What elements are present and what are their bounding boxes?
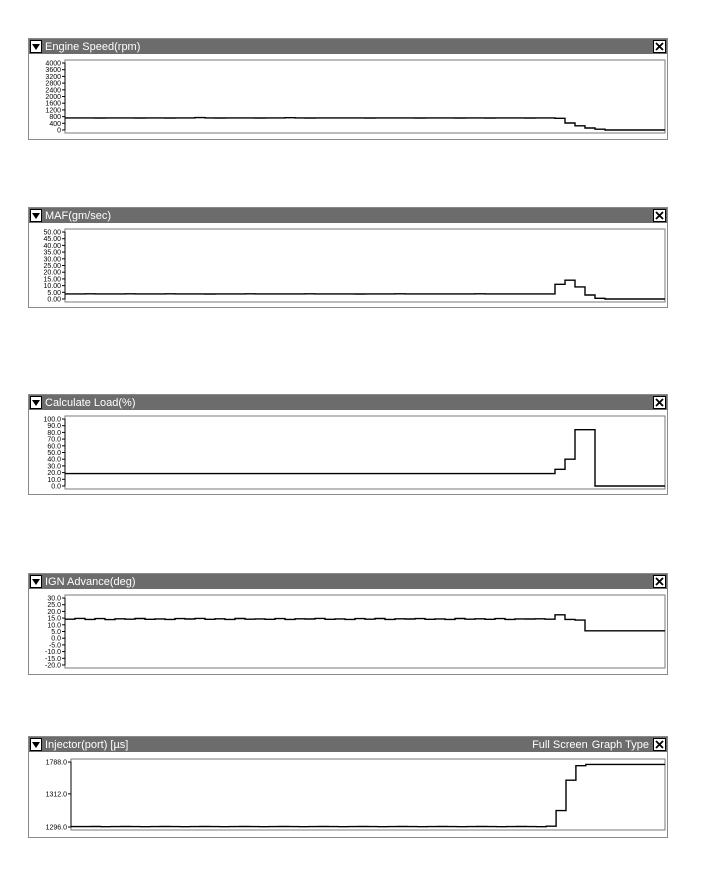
panel-titlebar[interactable] [29,737,667,752]
dropdown-arrow-icon[interactable] [30,396,42,409]
y-tick-label: 30.0 [47,595,61,603]
injector-plot [29,752,667,837]
y-tick-label: 25.0 [47,602,61,610]
y-tick-label: 15.0 [47,615,61,623]
panel-titlebar[interactable] [29,574,667,589]
panel-titlebar[interactable] [29,39,667,54]
y-tick-label: 5.0 [51,629,61,636]
dropdown-arrow-icon[interactable] [30,40,42,53]
engine-speed-plot [29,54,667,139]
y-tick-label: 45.00 [43,236,61,244]
y-tick-label: 10.0 [47,622,61,630]
injector-chart [29,752,667,837]
calculate-load-panel [28,394,668,495]
maf-chart [29,223,667,307]
close-icon[interactable] [653,575,666,588]
injector-panel [28,736,668,838]
y-tick-label: 1600 [45,100,61,108]
panel-title: MAF(gm/sec) [45,209,111,222]
y-tick-label: 1788.0 [45,759,67,767]
panel-titlebar[interactable] [29,208,667,223]
y-tick-label: 1312.0 [45,791,67,799]
y-tick-label: 1200 [45,107,61,115]
maf-panel [28,207,668,308]
y-tick-label: 20.00 [43,269,61,277]
close-icon[interactable] [653,40,666,53]
y-tick-label: -15.0 [45,655,61,663]
y-tick-label: 400 [49,120,61,128]
y-tick-label: 1296.0 [45,824,67,832]
panel-title: Engine Speed(rpm) [45,40,141,53]
plot-frame [65,595,665,668]
y-tick-label: 50.00 [43,229,61,237]
panel-title: Injector(port) [µs] [45,738,129,751]
engine-speed-chart [29,54,667,139]
y-tick-label: 5.00 [47,289,61,297]
y-tick-label: 25.00 [43,263,61,270]
engine-speed-panel [28,38,668,140]
calculate-load-plot [29,410,667,494]
maf-plot [29,223,667,307]
y-tick-label: 70.0 [47,436,61,444]
panel-titlebar[interactable] [29,395,667,410]
plot-frame [65,60,665,133]
ign-advance-chart [29,589,667,674]
full-screen-button[interactable]: Full Screen [532,738,588,751]
y-tick-label: 4000 [45,60,61,68]
y-tick-label: 90.0 [47,423,61,431]
y-tick-label: 60.0 [47,443,61,451]
y-tick-label: 20.0 [47,470,61,478]
y-tick-label: 40.00 [43,242,61,250]
y-tick-label: 3200 [45,73,61,81]
close-icon[interactable] [653,209,666,222]
y-tick-label: 80.0 [47,429,61,437]
close-icon[interactable] [653,738,666,751]
y-tick-label: -5.0 [48,642,61,650]
dropdown-arrow-icon[interactable] [30,209,42,222]
ign-advance-plot [29,589,667,674]
y-tick-label: 50.0 [47,450,61,457]
y-tick-label: 10.0 [47,476,61,484]
y-tick-label: 30.0 [47,463,61,471]
close-icon[interactable] [653,396,666,409]
plot-frame [65,229,665,302]
y-tick-label: 3600 [45,67,61,75]
graph-type-button[interactable]: Graph Type [591,738,649,751]
ign-advance-panel [28,573,668,675]
y-tick-label: 0.0 [51,635,61,643]
y-tick-label: 2400 [45,87,61,95]
dropdown-arrow-icon[interactable] [30,738,42,751]
y-tick-label: 2800 [45,80,61,88]
panel-title: IGN Advance(deg) [45,575,136,588]
dropdown-arrow-icon[interactable] [30,575,42,588]
y-tick-label: 800 [49,114,61,122]
y-tick-label: 30.00 [43,256,61,264]
y-tick-label: 0 [57,127,61,135]
y-tick-label: -20.0 [45,662,61,670]
y-tick-label: 15.00 [43,276,61,284]
panel-title: Calculate Load(%) [45,396,136,409]
y-tick-label: 100.0 [43,416,61,424]
y-tick-label: 10.00 [43,283,61,291]
y-tick-label: 2000 [45,94,61,101]
y-tick-label: -10.0 [45,649,61,657]
y-tick-label: 0.00 [47,296,61,304]
y-tick-label: 0.0 [51,483,61,491]
y-tick-label: 20.0 [47,608,61,616]
y-tick-label: 40.0 [47,456,61,464]
y-tick-label: 35.00 [43,249,61,257]
calculate-load-chart [29,410,667,494]
